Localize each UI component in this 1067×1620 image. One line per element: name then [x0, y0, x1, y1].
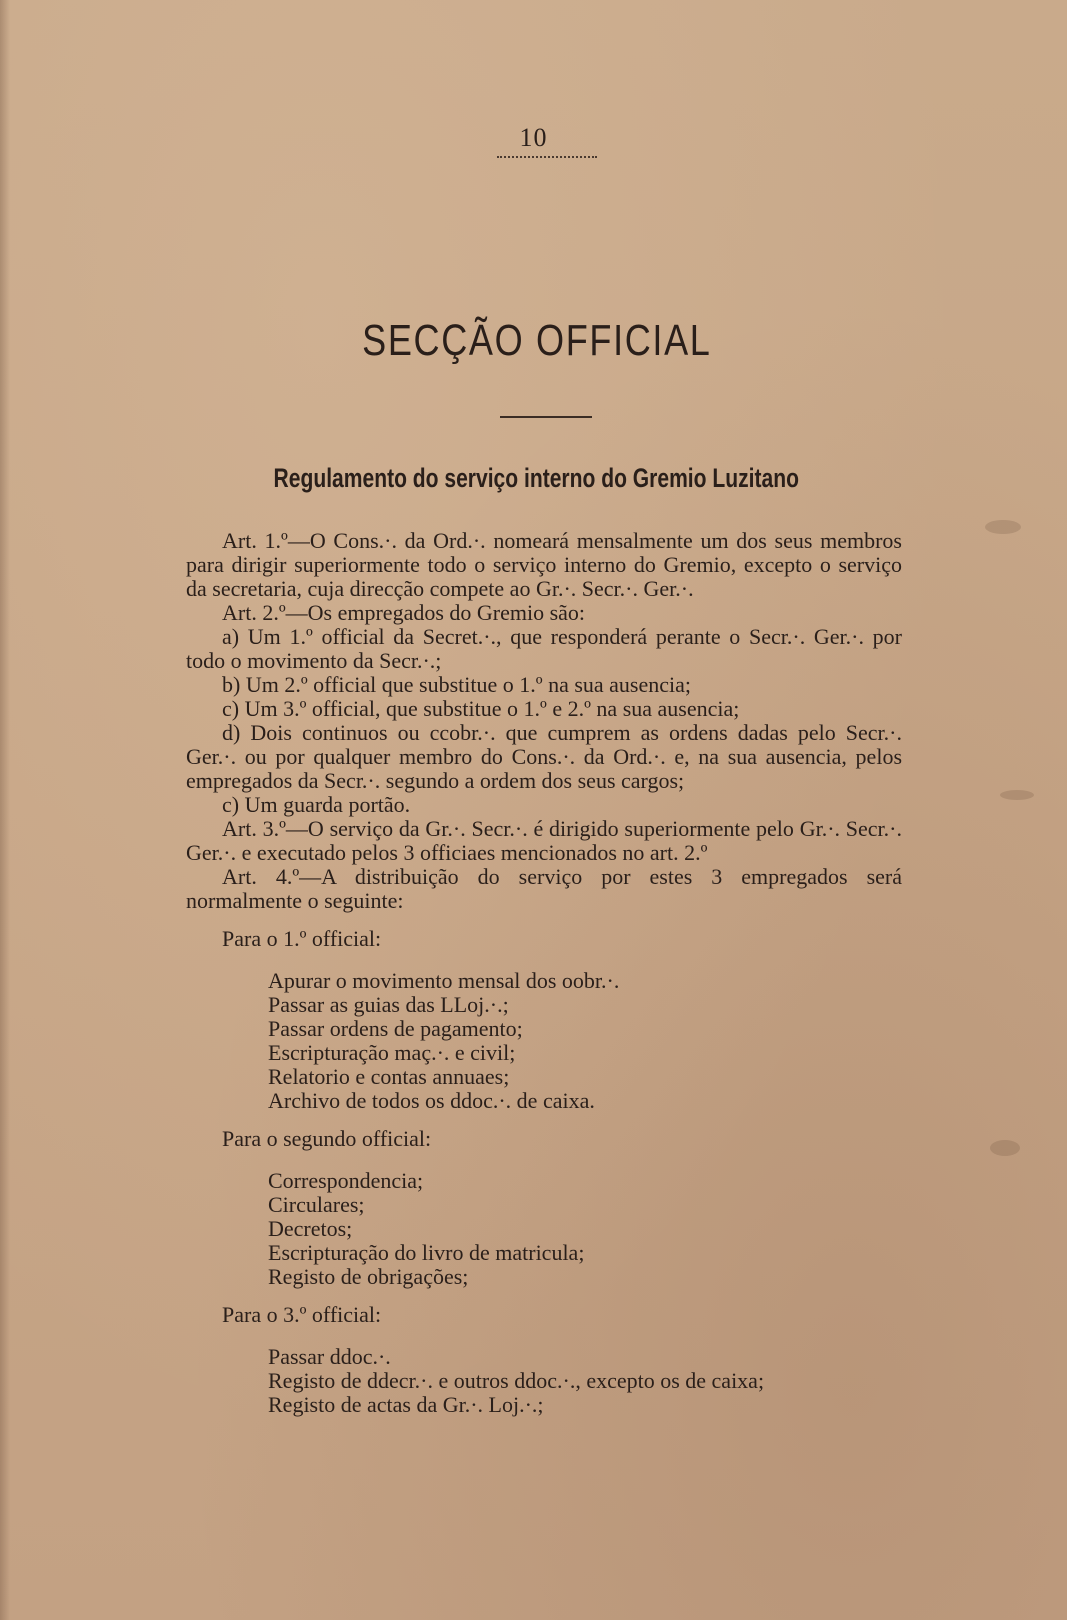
list-item: Passar ddoc.·.: [268, 1344, 391, 1369]
article-2: Art. 2.º—Os empregados do Gremio são:: [222, 600, 586, 625]
third-official-tasks: [186, 1345, 902, 1417]
section-title: SECÇÃO OFFICIAL: [362, 316, 712, 365]
article-2-item-a: a) Um 1.º official da Secret.·., que responderá perante o Secr.·. Ger.·. por todo o movimento da Secr.·.;: [186, 624, 902, 673]
ink-smudge: [985, 520, 1021, 534]
list-item: Apurar o movimento mensal dos oobr.·.: [268, 968, 620, 993]
list-item: Passar ordens de pagamento;: [268, 1016, 523, 1041]
list-item: Registo de actas da Gr.·. Loj.·.;: [268, 1392, 544, 1417]
ink-smudge: [1000, 790, 1034, 800]
list-item: Registo de ddecr.·. e outros ddoc.·., excepto os de caixa;: [268, 1368, 765, 1393]
page-number-underline: [497, 156, 597, 158]
first-official-tasks: [186, 969, 902, 1113]
ink-smudge: [990, 1140, 1020, 1156]
article-4: Art. 4.º—A distribuição do serviço por estes 3 empregados será normalmente o seguinte:: [186, 864, 902, 913]
list-item: Decretos;: [268, 1216, 353, 1241]
list-item: Registo de obrigações;: [268, 1264, 469, 1289]
page-edge-shadow: [0, 0, 10, 1620]
list-item: Passar as guias das LLoj.·.;: [268, 992, 509, 1017]
title-divider: [500, 416, 592, 418]
article-2-item-c: c) Um 3.º official, que substitue o 1.º e 2.º na sua ausencia;: [222, 696, 740, 721]
list-item: Escripturação do livro de matricula;: [268, 1240, 585, 1265]
article-2-item-d: d) Dois continuos ou ccobr.·. que cumprem as ordens dadas pelo Secr.·. Ger.·. ou por qualquer membro do Cons.·. da Ord.·. e, na sua ausencia, pelos empregados da Secr.·. segundo a ordem dos seus cargos;: [186, 720, 902, 793]
article-1: Art. 1.º—O Cons.·. da Ord.·. nomeará mensalmente um dos seus membros para dirigir superiormente todo o serviço interno do Gremio, excepto o serviço da secretaria, cuja direcção compete ao Gr.·. Secr.·. Ger.·.: [186, 528, 902, 601]
list-item: Correspondencia;: [268, 1168, 424, 1193]
list-item: Relatorio e contas annuaes;: [268, 1064, 510, 1089]
regulation-subtitle: Regulamento do serviço interno do Gremio Luzitano: [273, 463, 799, 493]
list-item: Archivo de todos os ddoc.·. de caixa.: [268, 1088, 595, 1113]
second-official-heading: Para o segundo official:: [222, 1126, 432, 1151]
article-2-item-e: c) Um guarda portão.: [222, 792, 411, 817]
article-3: Art. 3.º—O serviço da Gr.·. Secr.·. é dirigido superiormente pelo Gr.·. Secr.·. Ger.·. e executado pelos 3 officiaes mencionados no art. 2.º: [186, 816, 902, 865]
second-official-tasks: [186, 1169, 902, 1289]
article-2-item-b: b) Um 2.º official que substitue o 1.º na sua ausencia;: [222, 672, 692, 697]
third-official-heading: Para o 3.º official:: [222, 1302, 382, 1327]
regulation-body: [186, 529, 902, 1417]
list-item: Circulares;: [268, 1192, 365, 1217]
first-official-heading: Para o 1.º official:: [222, 926, 382, 951]
page-number: 10: [519, 123, 548, 152]
list-item: Escripturação maç.·. e civil;: [268, 1040, 516, 1065]
